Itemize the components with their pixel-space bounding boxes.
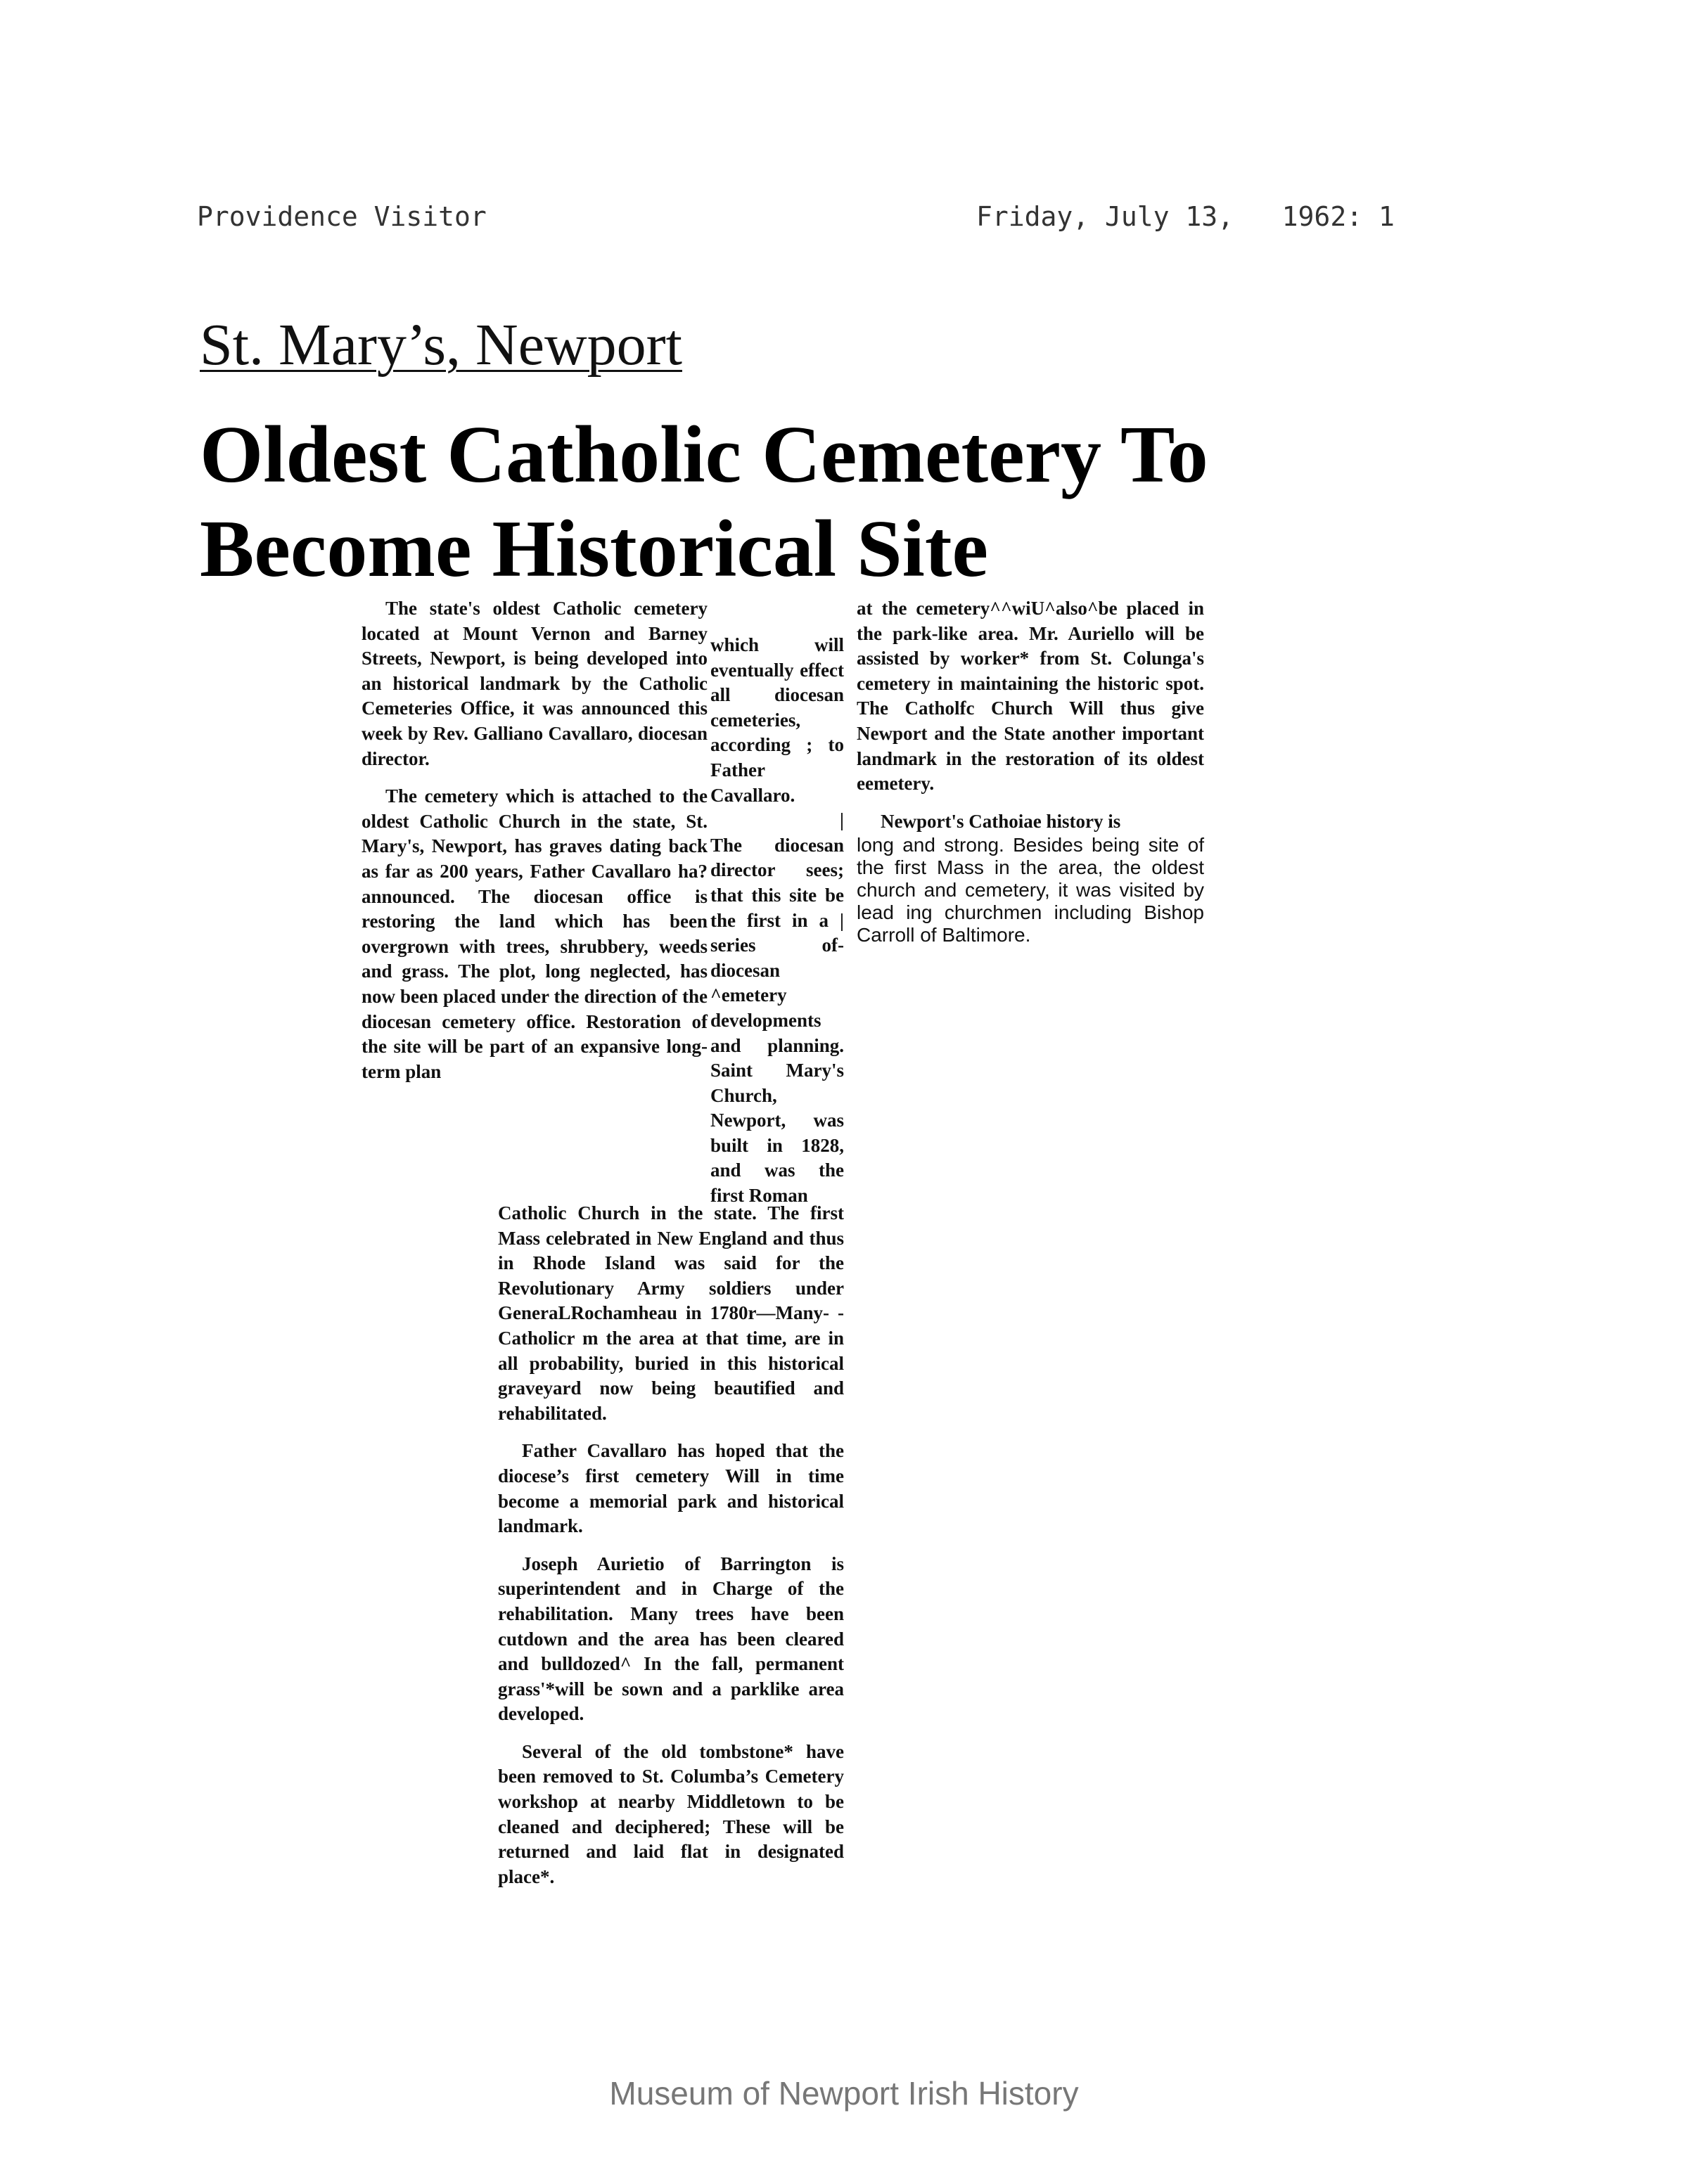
paragraph: The cemetery which is attached to the oldest Catholic Church in the state, St. Mary's, Newport, has graves dating back as far as 200 years, Father Cavallaro ha?announced. The diocesan office is restoring the land which has been overgrown with trees, shrubbery, weeds and grass. The plot, long neglected, has now been placed under the direction of the diocesan cemetery office. Restoration of the site will be part of an expansive long-term plan (362, 785, 708, 1082)
paragraph: Newport's Cathoiae history is (881, 810, 1121, 832)
article-kicker: St. Mary’s, Newport (200, 312, 682, 378)
paragraph: at the cemetery^^wiU^also^be placed in the park-like area. Mr. Auriello will be assisted by worker* from St. Colunga's cemetery in maintaining the historic spot. The Catholfc Church Will thus give Newport and the State another important landmark in the restoration of its oldest eemetery. (857, 598, 1204, 795)
paragraph: long and strong. Besides being site of the first Mass in the area, the oldest church and cemetery, it was visited by lead ing churchmen including Bishop Carroll of Baltimore. (857, 834, 1204, 946)
article-column-1 (362, 596, 708, 1084)
article-column-2 (710, 633, 844, 1209)
paragraph: which will eventually effect all diocesan cemeteries, according ; to Father Cavallaro. (710, 634, 844, 806)
article-column-2-continued (498, 1201, 844, 1889)
article-column-3 (857, 596, 1204, 946)
paragraph: Joseph Aurietio of Barrington is superintendent and in Charge of the rehabilitation. Many trees have been cutdown and the area has been cleared and bulldozed^ In the fall, permanent grass'*will be sown and a parklike area developed. (498, 1553, 844, 1725)
article-headline: Oldest Catholic Cemetery To Become Historical Site (200, 410, 1208, 594)
column-rule-mark: | (840, 809, 844, 831)
paragraph: The diocesan director sees; that this site be the first in a | series of- diocesan ^emetery developments and planning. Saint Mary's Church, Newport, was built in 1828, and was the first Roman (710, 834, 844, 1207)
publication-date: Friday, July 13, 1962: 1 (976, 201, 1395, 232)
paragraph: The state's oldest Catholic cemetery located at Mount Vernon and Barney Streets, Newport, is being developed into an historical landmark by the Catholic Cemeteries Office, it was announced this week by Rev. Galliano Cavallaro, diocesan director. (362, 598, 708, 769)
paragraph: Catholic Church in the state. The first Mass celebrated in New England and thus in Rhode Island was said for the Revolutionary Army soldiers under GeneraLRochamheau in 1780r—Many- -Catholicr m the area at that time, are in all probability, buried in this historical graveyard now being beautified and rehabilitated. (498, 1202, 844, 1424)
publication-name: Providence Visitor (197, 201, 487, 232)
footer-credit: Museum of Newport Irish History (609, 2075, 1079, 2112)
paragraph: Father Cavallaro has hoped that the diocese’s first cemetery Will in time become a memorial park and historical landmark. (498, 1440, 844, 1537)
paragraph: Several of the old tombstone* have been removed to St. Columba’s Cemetery workshop at nearby Middletown to be cleaned and deciphered; These will be returned and laid flat in designated place*. (498, 1740, 844, 1887)
